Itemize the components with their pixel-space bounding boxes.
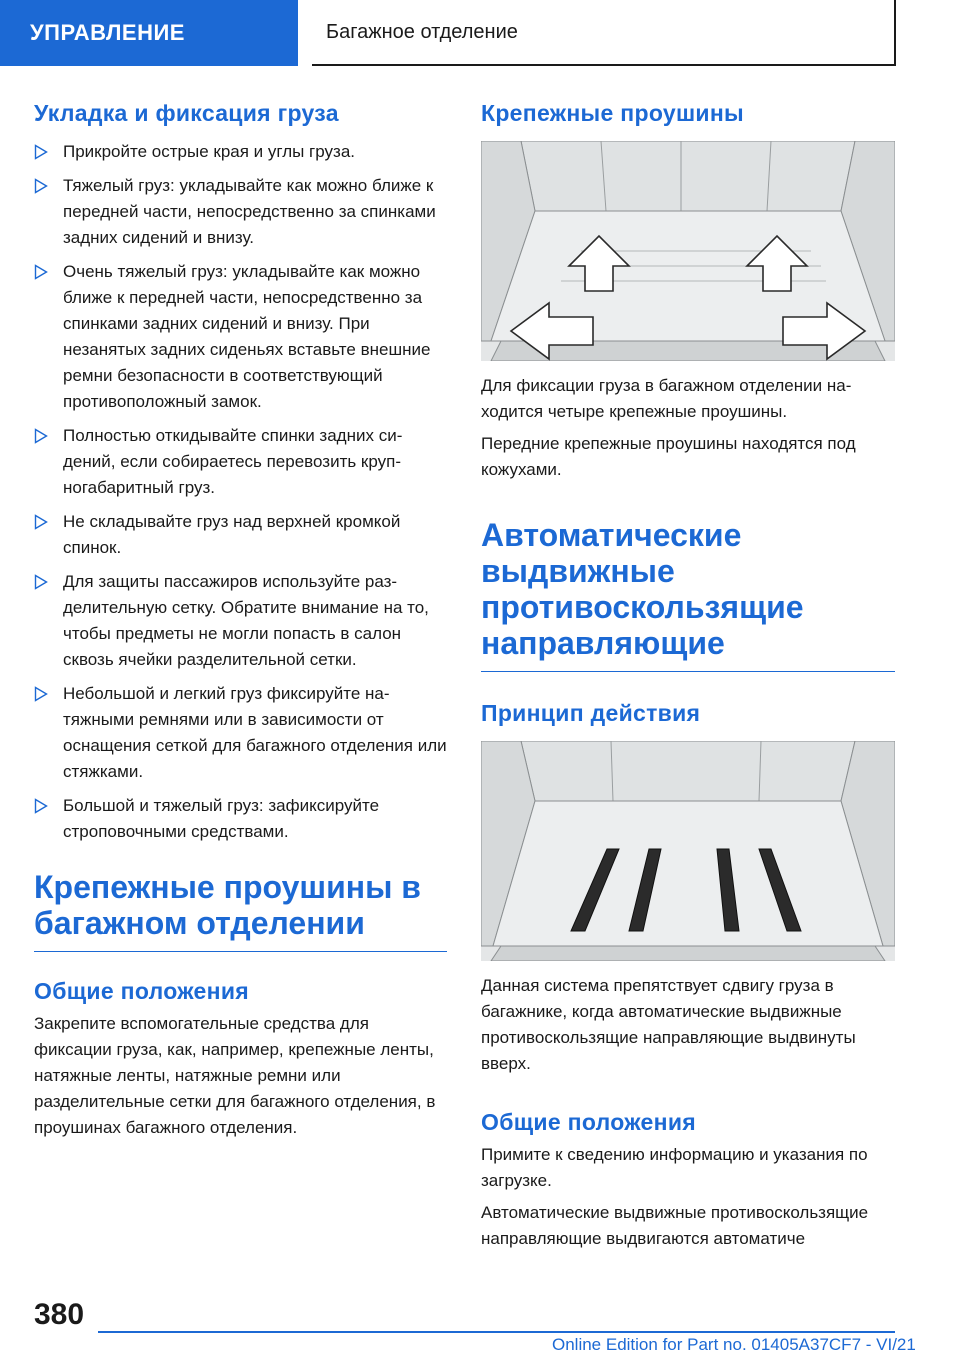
eyelets-title: Крепежные проушины: [481, 100, 745, 126]
list-item: Прикройте острые края и углы груза.: [34, 139, 447, 165]
footer-divider: [98, 1331, 895, 1333]
general-text-left: Закрепите вспомогательные средства для фиксации груза, как, например, крепежные ленты, натяжные ленты, натяжные ремни или разделительные сетки для багажного отделения, в проушинах багажного отделения.: [34, 1014, 436, 1137]
triangle-bullet-icon: [34, 574, 48, 590]
header-section-label: УПРАВЛЕНИЕ: [30, 20, 185, 45]
triangle-bullet-icon: [34, 686, 48, 702]
right-column: [481, 100, 895, 1252]
header-section: [0, 0, 298, 66]
header-chapter: [312, 0, 896, 66]
rails-figure: [481, 741, 895, 961]
list-item: Большой и тяжелый груз: зафиксируйте строповочными средствами.: [34, 793, 447, 845]
general-title-left: Общие положения: [34, 978, 249, 1004]
loading-bullets: [34, 139, 447, 845]
principle-title: Принцип действия: [481, 700, 701, 726]
list-item: Очень тяжелый груз: укладывайте как можно ближе к передней части, непосредственно за спинками задних сидений и внизу. При незанятых задних сиденьях вставьте внешние ремни безопасности в соответствующий противоположный замок.: [34, 259, 447, 415]
footer-edition: Online Edition for Part no. 01405A37CF7 - VI/21: [552, 1335, 916, 1354]
triangle-bullet-icon: [34, 514, 48, 530]
triangle-bullet-icon: [34, 798, 48, 814]
general-title-right: Общие положения: [481, 1109, 696, 1135]
principle-text: Данная система препятствует сдвигу груза в багажнике, когда автоматические выдвижные противоскользящие направляющие выдвинуты вверх.: [481, 976, 856, 1073]
eyelets-figure: [481, 141, 895, 361]
trunk-eyelets-illustration: [481, 141, 895, 361]
list-item: Не складывайте груз над верхней кромкой спинок.: [34, 509, 447, 561]
triangle-bullet-icon: [34, 264, 48, 280]
general-text-right-1: Примите к сведению информацию и указания по загрузке.: [481, 1145, 868, 1190]
eyelets-text-1: Для фиксации груза в багажном отделении находится четыре крепежные проушины.: [481, 376, 852, 421]
left-column: [34, 100, 447, 1141]
loading-title: Укладка и фиксация груза: [34, 100, 339, 126]
header-chapter-label: Багажное отделение: [326, 20, 518, 43]
general-text-right-2: Автоматические выдвижные противоскользящие направляющие выдвигаются автоматиче: [481, 1203, 869, 1248]
triangle-bullet-icon: [34, 428, 48, 444]
list-item: Небольшой и легкий груз фиксируйте натяжными ремнями или в зависимости от оснащения сеткой для багажного отделения или стяжками.: [34, 681, 447, 785]
eyelets-section-heading: Крепежные проушины в багажном отделении: [34, 869, 447, 952]
list-item: Для защиты пассажиров используйте разделительную сетку. Обратите внимание на то, чтобы предметы не могли попасть в салон сквозь ячейки разделительной сетки.: [34, 569, 447, 673]
triangle-bullet-icon: [34, 144, 48, 160]
trunk-rails-illustration: [481, 741, 895, 961]
list-item: Полностью откидывайте спинки задних сидений, если собираетесь перевозить крупногабаритный груз.: [34, 423, 447, 501]
list-item: Тяжелый груз: укладывайте как можно ближе к передней части, непосредственно за спинками задних сидений и внизу.: [34, 173, 447, 251]
rails-section-heading: Автоматические выдвижные противоскользящие направляющие: [481, 517, 895, 672]
eyelets-text-2: Передние крепежные проушины находятся под кожухами.: [481, 434, 856, 479]
triangle-bullet-icon: [34, 178, 48, 194]
page-number: 380: [34, 1298, 85, 1331]
